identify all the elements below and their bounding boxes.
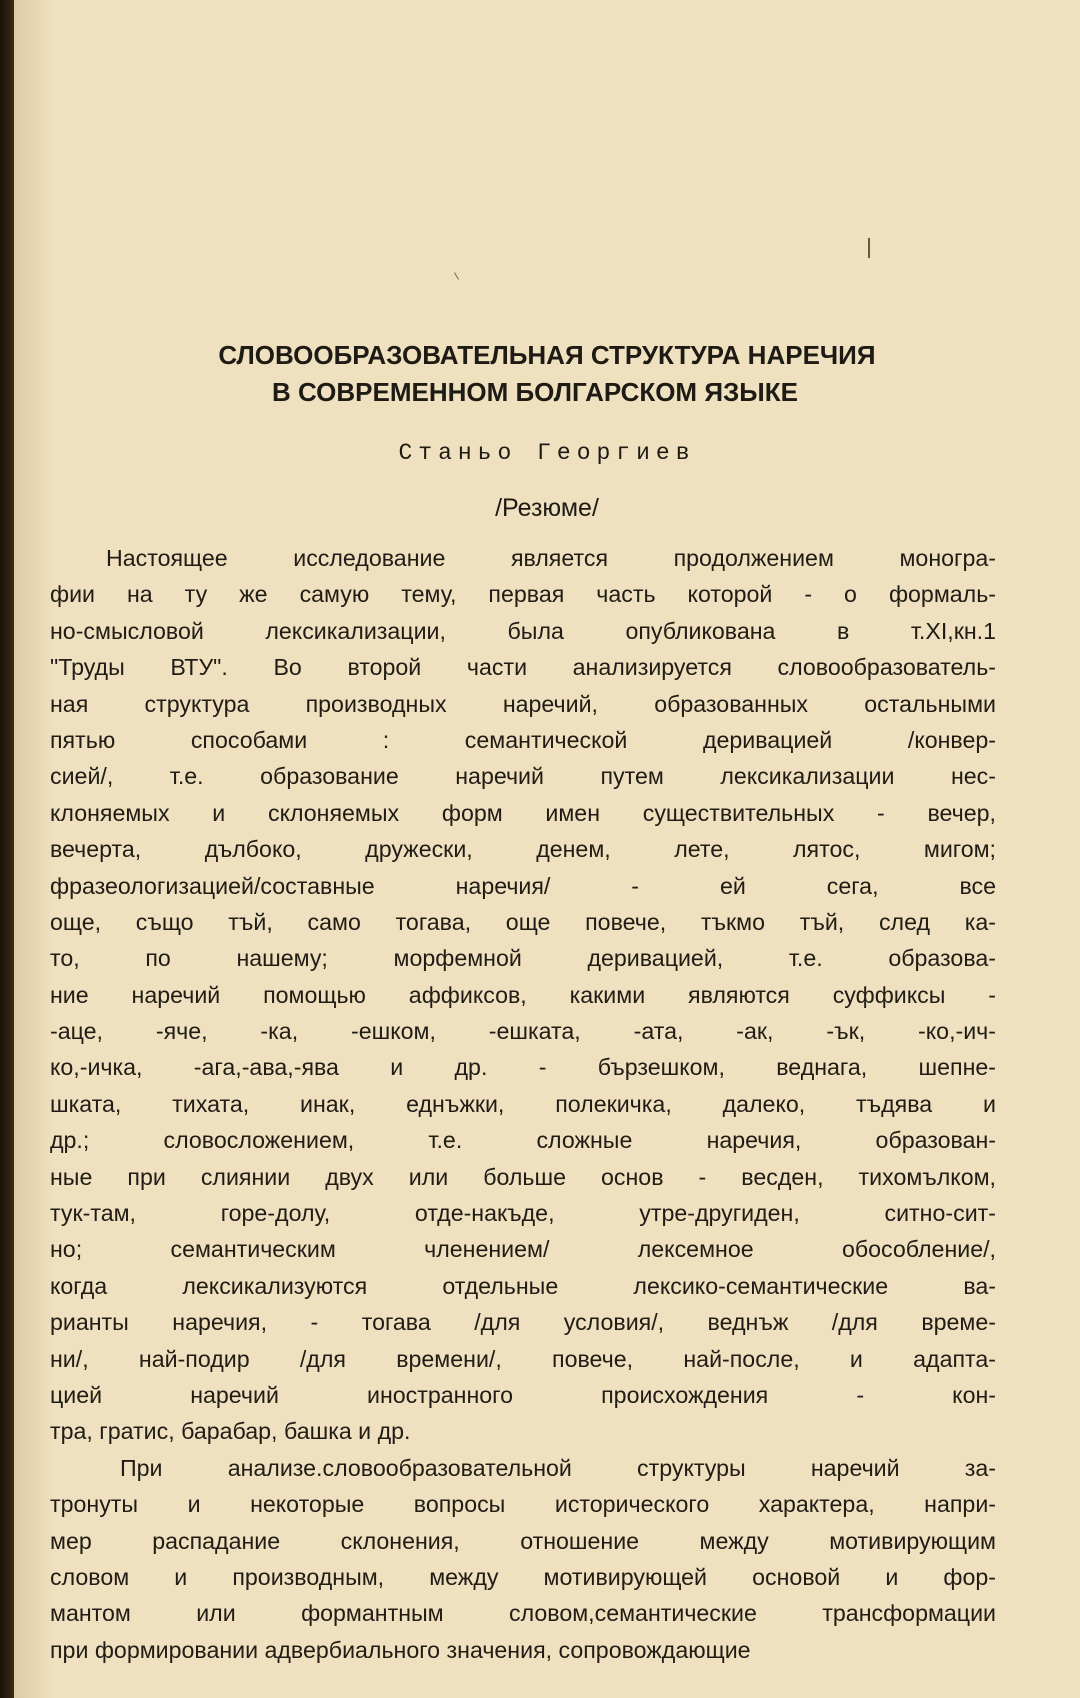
text-line: още, също тъй, само тогава, още повече, тъкмо тъй, след ка- xyxy=(50,908,996,935)
scanned-page xyxy=(14,0,1080,1698)
scan-mark xyxy=(868,238,870,258)
section-label: /Резюме/ xyxy=(495,494,599,522)
text-line: пятью способами : семантической деривацией /конвер- xyxy=(50,726,996,753)
author-name: Станьо Георгиев xyxy=(398,440,696,466)
text-line: ние наречий помощью аффиксов, какими являются суффиксы - xyxy=(50,981,996,1008)
text-line: тук-там, горе-долу, отде-накъде, утре-другиден, ситно-сит- xyxy=(50,1200,996,1227)
text-line: сией/, т.е. образование наречий путем лексикализации нес- xyxy=(50,763,996,790)
text-line: то, по нашему; морфемной деривацией, т.е. образова- xyxy=(50,945,996,972)
text-line: При анализе.словообразовательной структуры наречий за- xyxy=(120,1454,996,1481)
text-line: рианты наречия, - тогава /для условия/, веднъж /для време- xyxy=(50,1309,996,1336)
text-line: ные при слиянии двух или больше основ - весден, тихомълком, xyxy=(50,1163,996,1190)
text-line: Настоящее исследование является продолжением моногра- xyxy=(106,545,996,571)
text-line: но-смысловой лексикализации, была опубликована в т.XI,кн.1 xyxy=(50,617,996,644)
text-line: словом и производным, между мотивирующей основой и фор- xyxy=(50,1563,996,1590)
text-line: когда лексикализуются отдельные лексико-семантические ва- xyxy=(50,1272,996,1299)
text-line: цией наречий иностранного происхождения - кон- xyxy=(50,1381,996,1408)
text-line: при формировании адвербиального значения, сопровождающие xyxy=(50,1636,751,1663)
text-line: фразеологизацией/составные наречия/ - ей сега, все xyxy=(50,872,996,899)
text-line: мантом или формантным словом,семантические трансформации xyxy=(50,1600,996,1627)
text-line: клоняемых и склоняемых форм имен существительных - вечер, xyxy=(50,799,996,826)
title-line-1: СЛОВООБРАЗОВАТЕЛЬНАЯ СТРУКТУРА НАРЕЧИЯ xyxy=(218,340,876,370)
title-line-2: В СОВРЕМЕННОМ БОЛГАРСКОМ ЯЗЫКЕ xyxy=(272,377,798,407)
text-line: ная структура производных наречий, образованных остальными xyxy=(50,690,996,717)
text-line: -аце, -яче, -ка, -ешком, -ешката, -ата, -ак, -ък, -ко,-ич- xyxy=(50,1018,996,1045)
text-line: фии на ту же самую тему, первая часть которой - о формаль- xyxy=(50,581,996,608)
text-line: тронуты и некоторые вопросы исторического характера, напри- xyxy=(50,1491,996,1518)
scan-speck xyxy=(454,272,459,279)
text-line: др.; словосложением, т.е. сложные наречия, образован- xyxy=(50,1127,996,1154)
book-binding-edge xyxy=(0,0,14,1698)
text-line: шката, тихата, инак, еднъжки, полекичка, далеко, тъдява и xyxy=(50,1090,996,1117)
abstract-body xyxy=(50,540,996,1668)
text-line: ко,-ичка, -ага,-ава,-ява и др. - бързешком, веднага, шепне- xyxy=(50,1054,996,1081)
text-line: но; семантическим членением/ лексемное обособление/, xyxy=(50,1236,996,1263)
text-line: "Труды ВТУ". Во второй части анализируется словообразователь- xyxy=(50,654,996,681)
text-line: вечерта, дълбоко, дружески, денем, лете, лятос, мигом; xyxy=(50,836,996,863)
text-line: мер распадание склонения, отношение между мотивирующим xyxy=(50,1527,996,1554)
text-line: ни/, най-подир /для времени/, повече, най-после, и адапта- xyxy=(50,1345,996,1372)
text-line: тра, гратис, барабар, башка и др. xyxy=(50,1418,411,1445)
